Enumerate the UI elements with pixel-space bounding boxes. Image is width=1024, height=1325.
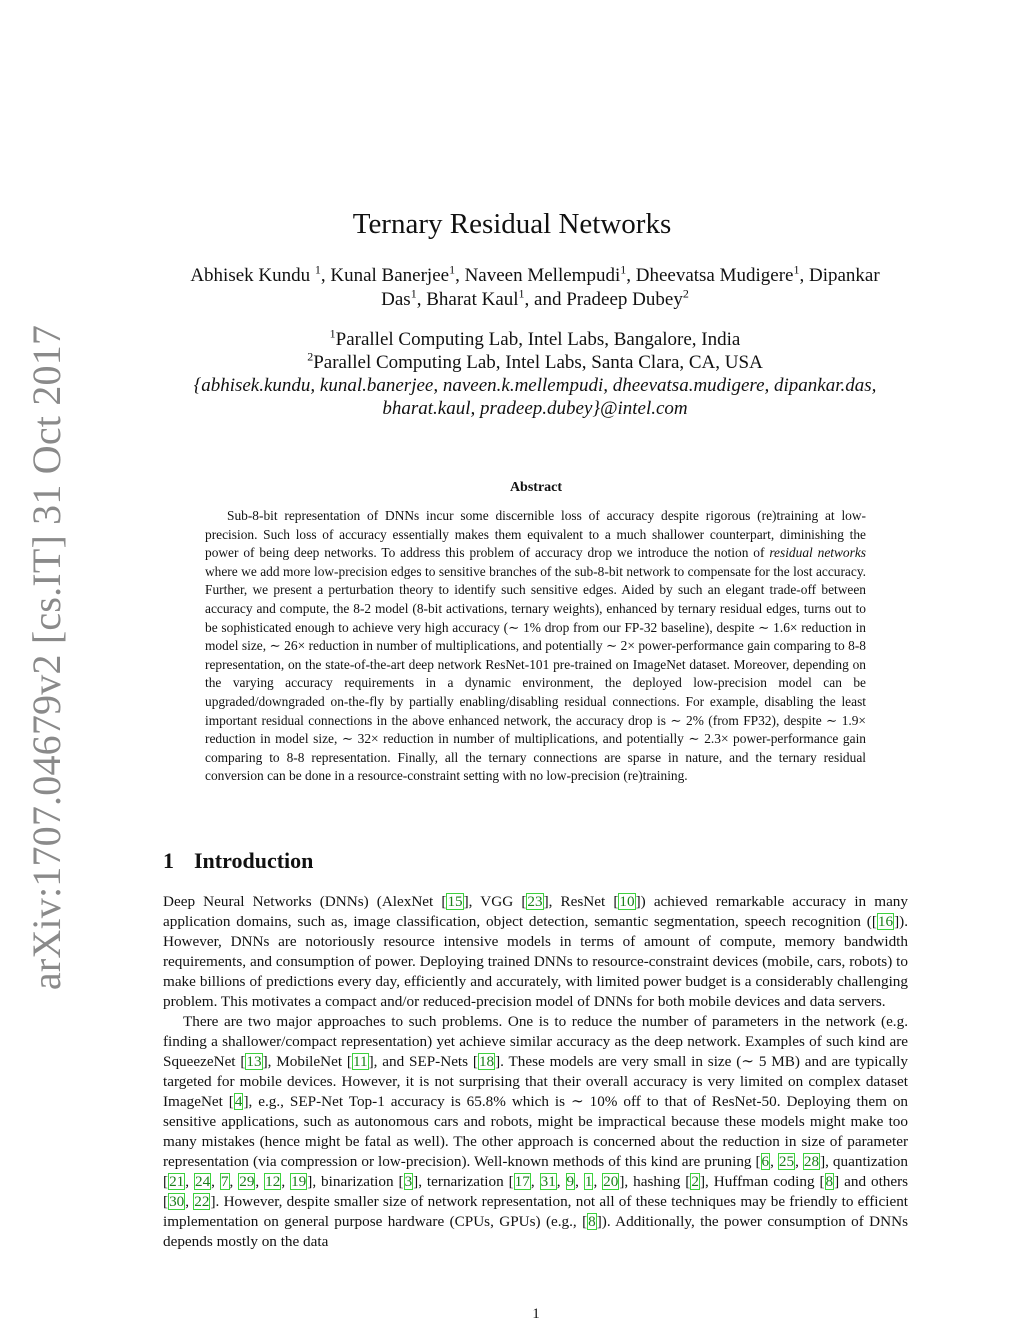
citation-link[interactable]: 23 — [527, 893, 543, 910]
section-title: Introduction — [194, 848, 314, 873]
abstract-heading: Abstract — [509, 480, 563, 495]
paragraph-text: ], ternarization [ — [413, 1173, 514, 1190]
paragraph-text: ], hashing [ — [619, 1173, 691, 1190]
citation-link[interactable]: 9 — [566, 1173, 575, 1190]
paragraph-text: Deep Neural Networks (DNNs) (AlexNet [ — [163, 893, 447, 910]
citation-link[interactable]: 16 — [877, 913, 894, 930]
paragraph-text: ], e.g., SEP-Net Top-1 accuracy is 65.8% which is ∼ 10% off to that of ResNet-50. Deploying them on sensitive applications, such as autonomous cars and robots, might be impractical because these models might make too many mistakes (hence might be fatal as well). The other approach is concerned about the reduction in size of parameter representation (via compression or low-precision). Well-known methods of this kind are pruning [ — [163, 1093, 909, 1170]
paragraph — [163, 892, 908, 1012]
citation-link[interactable]: 8 — [588, 1213, 596, 1230]
author-affiliation-marker: 1 — [449, 262, 456, 277]
paragraph-text: ], Huffman coding [ — [699, 1173, 825, 1190]
author-line-1 — [160, 264, 910, 288]
email-line-1: {abhisek.kundu, kunal.banerjee, naveen.k.mellempudi, dheevatsa.mudigere, dipankar.das, — [193, 375, 877, 396]
paragraph-text: ], and SEP-Nets [ — [368, 1053, 478, 1070]
paragraph-text: , — [229, 1173, 239, 1190]
paragraph-text: , — [211, 1173, 220, 1190]
paragraph-text: ], VGG [ — [463, 893, 527, 910]
abstract-text — [205, 507, 866, 786]
citation-link[interactable]: 11 — [352, 1053, 368, 1070]
abstract-part-2: where we add more low-precision edges to sensitive branches of the sub-8-bit network to compensate for the lost accuracy. Further, we present a perturbation theory to identify such sensitive edges. Aided by such an elegant trade-off between accuracy and compute, the 8-2 model (8-bit activations, ternary weights), enhanced by ternary residual edges, turns out to be sophisticated enough to achieve very high accuracy (∼ 1% drop from our FP-32 baseline), despite ∼ 1.6× reduction in model size, ∼ 26× reduction in number of multiplications, and potentially ∼ 2× power-performance gain comparing to 8-8 representation, on the state-of-the-art deep network ResNet-101 pre-trained on ImageNet dataset. Moreover, depending on the varying accuracy requirements in a dynamic environment, the deployed low-precision model can be upgraded/downgraded on-the-fly by partially enabling/disabling residual connections. For example, disabling the least important residual connections in the above enhanced network, the accuracy drop is ∼ 2% (from FP32), despite ∼ 1.9× reduction in model size, ∼ 32× reduction in number of multiplications, and potentially ∼ 2.3× power-performance gain comparing to 8-8 representation. Finally, all the ternary connections are sparse in nature, and the ternary residual conversion can be done in a resource-constraint setting with no low-precision (re)training. — [205, 563, 866, 784]
citation-link[interactable]: 31 — [540, 1173, 556, 1190]
paragraph-text: ], ResNet [ — [543, 893, 619, 910]
citation-link[interactable]: 3 — [404, 1173, 413, 1190]
paragraph-text: , — [185, 1173, 194, 1190]
paragraph-text: , — [556, 1173, 566, 1190]
author-affiliation-marker: 1 — [518, 286, 525, 301]
citation-link[interactable]: 22 — [194, 1193, 210, 1210]
citation-link[interactable]: 25 — [778, 1153, 795, 1170]
affiliation-2 — [150, 351, 920, 374]
paragraph-text: ]). Additionally, the power consumption of DNNs depends mostly on the data — [163, 1213, 908, 1250]
citation-link[interactable]: 29 — [239, 1173, 255, 1190]
author-name: , Dheevatsa Mudigere — [626, 265, 794, 286]
affiliation-1 — [150, 328, 920, 351]
author-name: Das — [381, 289, 411, 310]
citation-link[interactable]: 10 — [619, 893, 635, 910]
arxiv-stamp — [24, 324, 70, 990]
citation-link[interactable]: 13 — [246, 1053, 262, 1070]
section-number: 1 — [163, 848, 174, 873]
author-line-2 — [160, 288, 910, 312]
paper-title: Ternary Residual Networks — [352, 208, 672, 240]
abstract-part-1: Sub-8-bit representation of DNNs incur some discernible loss of accuracy despite rigorous (re)training at low-precision. Such loss of accuracy essentially makes them equivalent to a much shallower counterpart, diminishing the power of being deep networks. To address this problem of accuracy drop we introduce the notion of — [205, 508, 866, 561]
author-affiliation-marker: 1 — [620, 262, 627, 277]
citation-link[interactable]: 24 — [194, 1173, 211, 1190]
citation-link[interactable]: 1 — [584, 1173, 593, 1190]
author-name: , Kunal Banerjee — [320, 265, 450, 286]
paragraph-text: ] and others [ — [163, 1173, 909, 1210]
citation-link[interactable]: 7 — [220, 1173, 229, 1190]
citation-link[interactable]: 30 — [169, 1193, 185, 1210]
citation-link[interactable]: 21 — [169, 1173, 185, 1190]
affiliations — [150, 328, 920, 420]
citation-link[interactable]: 19 — [291, 1173, 307, 1190]
citation-link[interactable]: 20 — [603, 1173, 619, 1190]
paragraph-text: , — [530, 1173, 540, 1190]
paragraph-text: ]. However, despite smaller size of network representation, not all of these techniques may be friendly to efficient implementation on general purpose hardware (CPUs, GPUs) (e.g., [ — [163, 1193, 909, 1230]
author-list — [160, 264, 910, 312]
affiliation-text: Parallel Computing Lab, Intel Labs, Santa Clara, CA, USA — [313, 352, 763, 373]
author-affiliation-marker: 2 — [682, 286, 689, 301]
citation-link[interactable]: 12 — [265, 1173, 281, 1190]
citation-link[interactable]: 17 — [514, 1173, 530, 1190]
email-line-2: bharat.kaul, pradeep.dubey}@intel.com — [382, 398, 688, 419]
paragraph — [163, 1012, 908, 1252]
author-affiliation-marker: 1 — [314, 262, 321, 277]
affiliation-number: 1 — [329, 326, 336, 341]
section-heading — [163, 848, 313, 874]
page-number: 1 — [532, 1306, 540, 1322]
citation-link[interactable]: 18 — [478, 1053, 495, 1070]
paragraph-text: , — [593, 1173, 603, 1190]
citation-link[interactable]: 8 — [825, 1173, 834, 1190]
paragraph-text: There are two major approaches to such problems. One is to reduce the number of parameters in the network (e.g. finding a shallower/compact representation) yet achieve similar accuracy as the deep network. Examples of such kind are SqueezeNet [ — [163, 1013, 908, 1070]
citation-link[interactable]: 2 — [691, 1173, 699, 1190]
paragraph-text: , — [281, 1173, 291, 1190]
paragraph-text: ], binarization [ — [307, 1173, 404, 1190]
introduction-body — [163, 892, 908, 1252]
abstract-emphasis: residual networks — [769, 545, 866, 561]
author-name: , and Pradeep Dubey — [524, 289, 683, 310]
paragraph-text: ]) achieved remarkable accuracy in many application domains, such as, image classification, object detection, semantic segmentation, speech recognition ([ — [163, 893, 908, 930]
citation-link[interactable]: 4 — [234, 1093, 243, 1110]
author-name: , Naveen Mellempudi — [455, 265, 621, 286]
author-name: Abhisek Kundu — [190, 265, 315, 286]
author-name: , Dipankar — [799, 265, 880, 286]
paragraph-text: ]. These models are very small in size (∼ 5 MB) and are typically targeted for mobile devices. However, it is not surprising that their overall accuracy is very limited on complex dataset ImageNet [ — [163, 1053, 908, 1110]
author-affiliation-marker: 1 — [793, 262, 800, 277]
paragraph-text: , — [185, 1193, 194, 1210]
citation-link[interactable]: 15 — [447, 893, 463, 910]
paragraph-text: ], MobileNet [ — [262, 1053, 352, 1070]
paragraph-text: ], quantization [ — [163, 1153, 908, 1190]
affiliation-text: Parallel Computing Lab, Intel Labs, Bangalore, India — [335, 329, 741, 350]
author-affiliation-marker: 1 — [410, 286, 417, 301]
citation-link[interactable]: 6 — [761, 1153, 770, 1170]
paragraph-text: , — [795, 1153, 803, 1170]
citation-link[interactable]: 28 — [803, 1153, 820, 1170]
affiliation-number: 2 — [307, 349, 314, 364]
arxiv-identifier: arXiv:1707.04679v2 [cs.IT] 31 Oct 2017 — [24, 324, 70, 990]
paragraph-text: , — [255, 1173, 265, 1190]
paragraph-text: , — [770, 1153, 778, 1170]
paragraph-text: , — [575, 1173, 584, 1190]
author-name: , Bharat Kaul — [416, 289, 519, 310]
paragraph-text: ]). However, DNNs are notoriously resource intensive models in terms of amount of compute, memory bandwidth requirements, and consumption of power. Deploying trained DNNs to resource-constraint devices (mobile, cars, robots) to make billions of predictions every day, efficiently and accurately, with limited power budget is a considerably challenging problem. This motivates a compact and/or reduced-precision model of DNNs for both mobile devices and data servers. — [163, 913, 908, 1010]
